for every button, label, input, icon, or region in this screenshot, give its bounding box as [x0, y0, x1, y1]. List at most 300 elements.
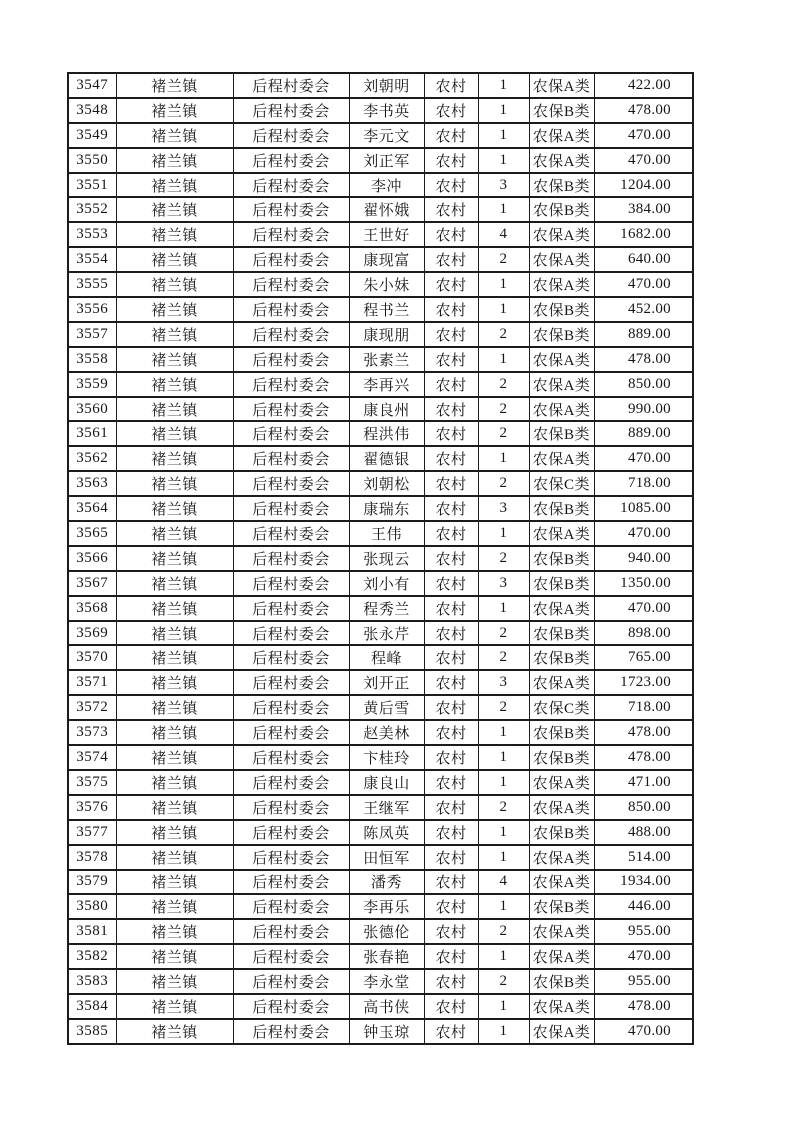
cell-insurance-category: 农保A类 [529, 795, 594, 820]
cell-residence-type: 农村 [424, 347, 478, 372]
cell-town: 褚兰镇 [116, 670, 233, 695]
cell-insurance-category: 农保A类 [529, 994, 594, 1019]
cell-insurance-category: 农保B类 [529, 645, 594, 670]
cell-seq: 3565 [68, 521, 116, 546]
cell-village: 后程村委会 [233, 944, 349, 969]
cell-town: 褚兰镇 [116, 919, 233, 944]
cell-insurance-category: 农保A类 [529, 870, 594, 895]
cell-name: 张德伦 [349, 919, 424, 944]
cell-seq: 3578 [68, 845, 116, 870]
cell-residence-type: 农村 [424, 471, 478, 496]
table-row [68, 919, 693, 944]
cell-residence-type: 农村 [424, 446, 478, 471]
cell-village: 后程村委会 [233, 596, 349, 621]
cell-name: 陈凤英 [349, 820, 424, 845]
cell-village: 后程村委会 [233, 621, 349, 646]
cell-insurance-category: 农保A类 [529, 148, 594, 173]
cell-residence-type: 农村 [424, 571, 478, 596]
cell-residence-type: 农村 [424, 297, 478, 322]
cell-village: 后程村委会 [233, 197, 349, 222]
cell-amount: 889.00 [594, 421, 693, 446]
cell-insurance-category: 农保A类 [529, 73, 594, 98]
cell-town: 褚兰镇 [116, 222, 233, 247]
cell-town: 褚兰镇 [116, 247, 233, 272]
cell-seq: 3567 [68, 571, 116, 596]
cell-insurance-category: 农保A类 [529, 247, 594, 272]
cell-person-count: 1 [478, 820, 529, 845]
cell-seq: 3580 [68, 894, 116, 919]
cell-person-count: 1 [478, 770, 529, 795]
cell-amount: 514.00 [594, 845, 693, 870]
cell-person-count: 1 [478, 446, 529, 471]
cell-village: 后程村委会 [233, 745, 349, 770]
cell-village: 后程村委会 [233, 521, 349, 546]
cell-village: 后程村委会 [233, 695, 349, 720]
cell-village: 后程村委会 [233, 421, 349, 446]
cell-insurance-category: 农保B类 [529, 197, 594, 222]
cell-insurance-category: 农保B类 [529, 621, 594, 646]
cell-village: 后程村委会 [233, 571, 349, 596]
cell-seq: 3557 [68, 322, 116, 347]
cell-amount: 1723.00 [594, 670, 693, 695]
table-row [68, 98, 693, 123]
cell-insurance-category: 农保A类 [529, 596, 594, 621]
cell-seq: 3555 [68, 272, 116, 297]
cell-residence-type: 农村 [424, 670, 478, 695]
cell-town: 褚兰镇 [116, 397, 233, 422]
table-row [68, 148, 693, 173]
cell-person-count: 2 [478, 795, 529, 820]
cell-person-count: 1 [478, 845, 529, 870]
cell-village: 后程村委会 [233, 994, 349, 1019]
cell-seq: 3576 [68, 795, 116, 820]
cell-name: 张春艳 [349, 944, 424, 969]
cell-seq: 3577 [68, 820, 116, 845]
cell-residence-type: 农村 [424, 944, 478, 969]
cell-seq: 3563 [68, 471, 116, 496]
cell-amount: 1934.00 [594, 870, 693, 895]
cell-seq: 3579 [68, 870, 116, 895]
cell-seq: 3550 [68, 148, 116, 173]
cell-town: 褚兰镇 [116, 148, 233, 173]
table-row [68, 670, 693, 695]
cell-village: 后程村委会 [233, 98, 349, 123]
cell-insurance-category: 农保A类 [529, 272, 594, 297]
table-row [68, 521, 693, 546]
cell-village: 后程村委会 [233, 820, 349, 845]
cell-seq: 3582 [68, 944, 116, 969]
cell-amount: 470.00 [594, 944, 693, 969]
cell-seq: 3574 [68, 745, 116, 770]
cell-amount: 446.00 [594, 894, 693, 919]
cell-name: 刘开正 [349, 670, 424, 695]
cell-person-count: 2 [478, 919, 529, 944]
cell-amount: 478.00 [594, 347, 693, 372]
cell-amount: 940.00 [594, 546, 693, 571]
cell-town: 褚兰镇 [116, 969, 233, 994]
cell-name: 翟怀娥 [349, 197, 424, 222]
cell-person-count: 2 [478, 695, 529, 720]
cell-village: 后程村委会 [233, 645, 349, 670]
cell-town: 褚兰镇 [116, 870, 233, 895]
cell-amount: 488.00 [594, 820, 693, 845]
cell-insurance-category: 农保B类 [529, 546, 594, 571]
cell-seq: 3547 [68, 73, 116, 98]
cell-amount: 850.00 [594, 372, 693, 397]
cell-person-count: 1 [478, 197, 529, 222]
table-body [68, 73, 693, 1044]
cell-insurance-category: 农保A类 [529, 222, 594, 247]
cell-village: 后程村委会 [233, 372, 349, 397]
cell-amount: 470.00 [594, 148, 693, 173]
cell-residence-type: 农村 [424, 596, 478, 621]
cell-town: 褚兰镇 [116, 1019, 233, 1044]
cell-village: 后程村委会 [233, 770, 349, 795]
cell-residence-type: 农村 [424, 845, 478, 870]
cell-name: 黄后雪 [349, 695, 424, 720]
cell-town: 褚兰镇 [116, 173, 233, 198]
cell-insurance-category: 农保A类 [529, 521, 594, 546]
cell-insurance-category: 农保B类 [529, 894, 594, 919]
cell-person-count: 2 [478, 621, 529, 646]
cell-name: 刘正军 [349, 148, 424, 173]
table-row [68, 795, 693, 820]
cell-village: 后程村委会 [233, 670, 349, 695]
cell-residence-type: 农村 [424, 994, 478, 1019]
table-row [68, 645, 693, 670]
cell-village: 后程村委会 [233, 919, 349, 944]
cell-person-count: 4 [478, 222, 529, 247]
cell-residence-type: 农村 [424, 546, 478, 571]
cell-village: 后程村委会 [233, 347, 349, 372]
cell-name: 李再乐 [349, 894, 424, 919]
cell-village: 后程村委会 [233, 870, 349, 895]
cell-residence-type: 农村 [424, 820, 478, 845]
cell-name: 高书侠 [349, 994, 424, 1019]
cell-seq: 3558 [68, 347, 116, 372]
cell-amount: 889.00 [594, 322, 693, 347]
cell-person-count: 3 [478, 670, 529, 695]
cell-village: 后程村委会 [233, 397, 349, 422]
cell-person-count: 2 [478, 421, 529, 446]
cell-residence-type: 农村 [424, 969, 478, 994]
cell-person-count: 1 [478, 1019, 529, 1044]
cell-person-count: 4 [478, 870, 529, 895]
cell-insurance-category: 农保B类 [529, 297, 594, 322]
cell-name: 朱小妹 [349, 272, 424, 297]
cell-name: 程洪伟 [349, 421, 424, 446]
cell-insurance-category: 农保A类 [529, 670, 594, 695]
cell-person-count: 1 [478, 745, 529, 770]
cell-amount: 718.00 [594, 471, 693, 496]
table-row [68, 222, 693, 247]
cell-seq: 3554 [68, 247, 116, 272]
table-row [68, 272, 693, 297]
cell-residence-type: 农村 [424, 645, 478, 670]
cell-town: 褚兰镇 [116, 894, 233, 919]
cell-residence-type: 农村 [424, 720, 478, 745]
cell-town: 褚兰镇 [116, 695, 233, 720]
table-row [68, 969, 693, 994]
cell-residence-type: 农村 [424, 695, 478, 720]
cell-person-count: 1 [478, 894, 529, 919]
cell-residence-type: 农村 [424, 770, 478, 795]
cell-village: 后程村委会 [233, 471, 349, 496]
cell-amount: 478.00 [594, 720, 693, 745]
cell-person-count: 2 [478, 645, 529, 670]
cell-amount: 850.00 [594, 795, 693, 820]
cell-name: 田恒军 [349, 845, 424, 870]
cell-person-count: 1 [478, 521, 529, 546]
cell-person-count: 1 [478, 98, 529, 123]
cell-town: 褚兰镇 [116, 197, 233, 222]
cell-village: 后程村委会 [233, 272, 349, 297]
cell-seq: 3556 [68, 297, 116, 322]
cell-insurance-category: 农保B类 [529, 98, 594, 123]
table-row [68, 421, 693, 446]
cell-town: 褚兰镇 [116, 98, 233, 123]
cell-name: 李元文 [349, 123, 424, 148]
cell-person-count: 3 [478, 571, 529, 596]
cell-name: 康良州 [349, 397, 424, 422]
cell-residence-type: 农村 [424, 247, 478, 272]
cell-insurance-category: 农保C类 [529, 695, 594, 720]
cell-amount: 1204.00 [594, 173, 693, 198]
cell-insurance-category: 农保B类 [529, 745, 594, 770]
cell-name: 王伟 [349, 521, 424, 546]
cell-village: 后程村委会 [233, 322, 349, 347]
cell-village: 后程村委会 [233, 222, 349, 247]
benefit-roster-table [67, 72, 694, 1045]
cell-seq: 3564 [68, 496, 116, 521]
cell-name: 刘朝松 [349, 471, 424, 496]
cell-seq: 3566 [68, 546, 116, 571]
cell-village: 后程村委会 [233, 969, 349, 994]
cell-seq: 3584 [68, 994, 116, 1019]
cell-name: 李冲 [349, 173, 424, 198]
cell-name: 赵美林 [349, 720, 424, 745]
table-row [68, 197, 693, 222]
cell-residence-type: 农村 [424, 148, 478, 173]
cell-village: 后程村委会 [233, 1019, 349, 1044]
table-row [68, 73, 693, 98]
cell-residence-type: 农村 [424, 496, 478, 521]
cell-residence-type: 农村 [424, 894, 478, 919]
cell-town: 褚兰镇 [116, 73, 233, 98]
cell-name: 刘朝明 [349, 73, 424, 98]
table-row [68, 820, 693, 845]
cell-town: 褚兰镇 [116, 446, 233, 471]
table-row [68, 944, 693, 969]
cell-town: 褚兰镇 [116, 621, 233, 646]
cell-name: 钟玉琼 [349, 1019, 424, 1044]
table-row [68, 1019, 693, 1044]
cell-amount: 452.00 [594, 297, 693, 322]
cell-town: 褚兰镇 [116, 297, 233, 322]
table-row [68, 496, 693, 521]
cell-village: 后程村委会 [233, 123, 349, 148]
cell-insurance-category: 农保B类 [529, 496, 594, 521]
cell-town: 褚兰镇 [116, 820, 233, 845]
cell-person-count: 2 [478, 546, 529, 571]
table-row [68, 994, 693, 1019]
cell-town: 褚兰镇 [116, 720, 233, 745]
cell-village: 后程村委会 [233, 446, 349, 471]
cell-town: 褚兰镇 [116, 596, 233, 621]
cell-residence-type: 农村 [424, 372, 478, 397]
cell-name: 王世好 [349, 222, 424, 247]
cell-name: 康现富 [349, 247, 424, 272]
cell-seq: 3561 [68, 421, 116, 446]
cell-insurance-category: 农保B类 [529, 720, 594, 745]
cell-person-count: 2 [478, 397, 529, 422]
cell-insurance-category: 农保B类 [529, 820, 594, 845]
cell-insurance-category: 农保C类 [529, 471, 594, 496]
cell-town: 褚兰镇 [116, 994, 233, 1019]
cell-name: 康良山 [349, 770, 424, 795]
cell-town: 褚兰镇 [116, 745, 233, 770]
cell-seq: 3573 [68, 720, 116, 745]
cell-name: 张现云 [349, 546, 424, 571]
cell-amount: 470.00 [594, 521, 693, 546]
table-row [68, 770, 693, 795]
cell-name: 李书英 [349, 98, 424, 123]
cell-name: 翟德银 [349, 446, 424, 471]
table-row [68, 397, 693, 422]
cell-insurance-category: 农保A类 [529, 845, 594, 870]
cell-amount: 471.00 [594, 770, 693, 795]
cell-residence-type: 农村 [424, 197, 478, 222]
cell-person-count: 1 [478, 720, 529, 745]
cell-person-count: 2 [478, 969, 529, 994]
table-row [68, 123, 693, 148]
cell-seq: 3585 [68, 1019, 116, 1044]
cell-name: 卞桂玲 [349, 745, 424, 770]
cell-insurance-category: 农保A类 [529, 446, 594, 471]
table-row [68, 720, 693, 745]
table-row [68, 894, 693, 919]
cell-village: 后程村委会 [233, 247, 349, 272]
cell-amount: 478.00 [594, 994, 693, 1019]
cell-seq: 3560 [68, 397, 116, 422]
cell-residence-type: 农村 [424, 98, 478, 123]
cell-town: 褚兰镇 [116, 322, 233, 347]
table-row [68, 695, 693, 720]
cell-name: 程峰 [349, 645, 424, 670]
cell-village: 后程村委会 [233, 148, 349, 173]
cell-name: 康现朋 [349, 322, 424, 347]
cell-seq: 3551 [68, 173, 116, 198]
table-row [68, 596, 693, 621]
cell-seq: 3552 [68, 197, 116, 222]
cell-residence-type: 农村 [424, 173, 478, 198]
cell-insurance-category: 农保A类 [529, 770, 594, 795]
cell-residence-type: 农村 [424, 397, 478, 422]
cell-town: 褚兰镇 [116, 372, 233, 397]
cell-person-count: 1 [478, 73, 529, 98]
cell-town: 褚兰镇 [116, 770, 233, 795]
table-row [68, 247, 693, 272]
cell-village: 后程村委会 [233, 173, 349, 198]
cell-amount: 478.00 [594, 745, 693, 770]
cell-insurance-category: 农保B类 [529, 322, 594, 347]
table-row [68, 446, 693, 471]
cell-residence-type: 农村 [424, 222, 478, 247]
cell-residence-type: 农村 [424, 421, 478, 446]
cell-name: 刘小有 [349, 571, 424, 596]
cell-insurance-category: 农保A类 [529, 347, 594, 372]
cell-seq: 3548 [68, 98, 116, 123]
cell-amount: 898.00 [594, 621, 693, 646]
cell-residence-type: 农村 [424, 919, 478, 944]
cell-residence-type: 农村 [424, 1019, 478, 1044]
cell-seq: 3569 [68, 621, 116, 646]
cell-residence-type: 农村 [424, 521, 478, 546]
cell-name: 潘秀 [349, 870, 424, 895]
cell-residence-type: 农村 [424, 272, 478, 297]
cell-amount: 470.00 [594, 123, 693, 148]
cell-insurance-category: 农保B类 [529, 421, 594, 446]
cell-amount: 955.00 [594, 919, 693, 944]
cell-name: 王继军 [349, 795, 424, 820]
cell-town: 褚兰镇 [116, 347, 233, 372]
cell-amount: 478.00 [594, 98, 693, 123]
cell-insurance-category: 农保B类 [529, 173, 594, 198]
cell-insurance-category: 农保A类 [529, 123, 594, 148]
cell-person-count: 1 [478, 347, 529, 372]
cell-insurance-category: 农保A类 [529, 397, 594, 422]
cell-seq: 3581 [68, 919, 116, 944]
table-row [68, 297, 693, 322]
cell-insurance-category: 农保A类 [529, 1019, 594, 1044]
table-row [68, 173, 693, 198]
cell-amount: 765.00 [594, 645, 693, 670]
cell-town: 褚兰镇 [116, 272, 233, 297]
cell-seq: 3562 [68, 446, 116, 471]
cell-town: 褚兰镇 [116, 471, 233, 496]
table-row [68, 372, 693, 397]
cell-village: 后程村委会 [233, 546, 349, 571]
cell-person-count: 1 [478, 148, 529, 173]
cell-person-count: 1 [478, 123, 529, 148]
cell-name: 张永芹 [349, 621, 424, 646]
cell-amount: 640.00 [594, 247, 693, 272]
cell-amount: 422.00 [594, 73, 693, 98]
cell-village: 后程村委会 [233, 845, 349, 870]
cell-name: 程秀兰 [349, 596, 424, 621]
cell-village: 后程村委会 [233, 720, 349, 745]
cell-insurance-category: 农保B类 [529, 969, 594, 994]
cell-town: 褚兰镇 [116, 845, 233, 870]
cell-town: 褚兰镇 [116, 521, 233, 546]
cell-insurance-category: 农保A类 [529, 944, 594, 969]
cell-insurance-category: 农保B类 [529, 571, 594, 596]
cell-insurance-category: 农保A类 [529, 372, 594, 397]
cell-seq: 3571 [68, 670, 116, 695]
cell-seq: 3553 [68, 222, 116, 247]
cell-town: 褚兰镇 [116, 421, 233, 446]
cell-seq: 3549 [68, 123, 116, 148]
cell-person-count: 1 [478, 596, 529, 621]
cell-village: 后程村委会 [233, 297, 349, 322]
cell-town: 褚兰镇 [116, 546, 233, 571]
cell-person-count: 2 [478, 247, 529, 272]
cell-seq: 3559 [68, 372, 116, 397]
cell-town: 褚兰镇 [116, 571, 233, 596]
cell-residence-type: 农村 [424, 870, 478, 895]
cell-person-count: 3 [478, 496, 529, 521]
cell-amount: 1350.00 [594, 571, 693, 596]
